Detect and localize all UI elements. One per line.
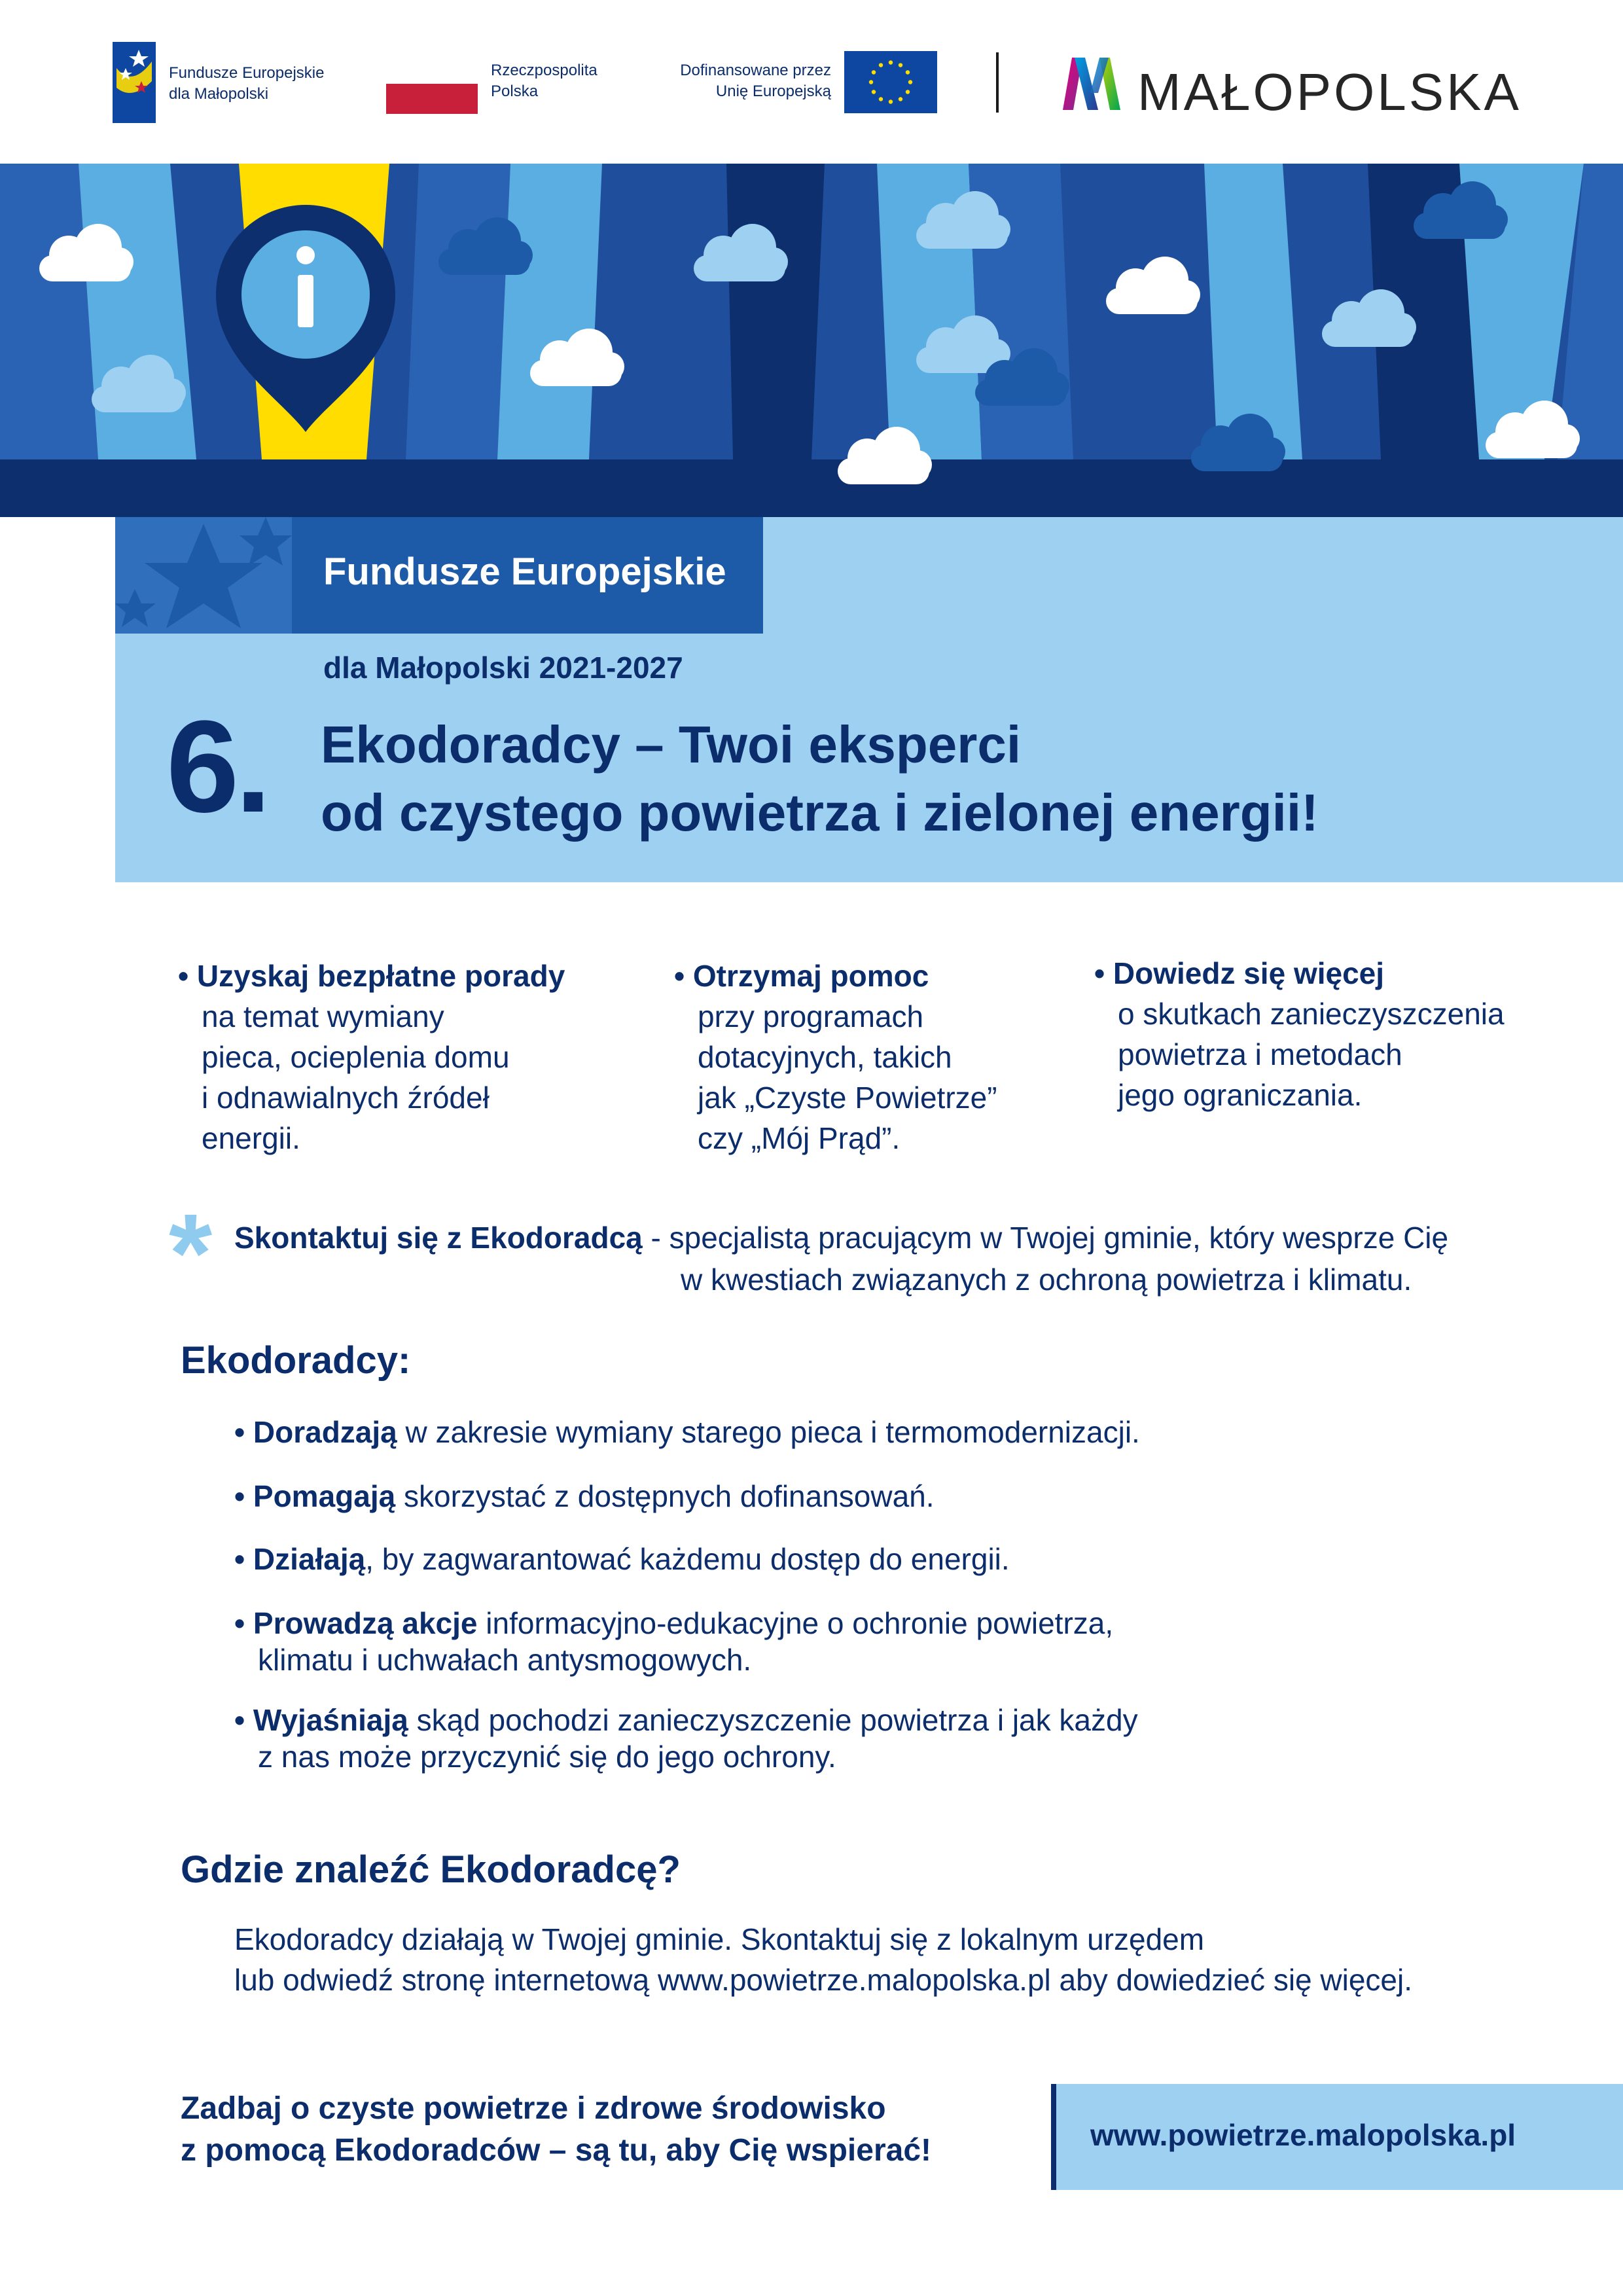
fe-star-logo-icon: [113, 42, 156, 123]
benefit-body: o skutkach zanieczyszczenia powietrza i metodach jego ograniczania.: [1118, 997, 1505, 1112]
benefit-learn: [1094, 953, 1505, 1115]
list-item: • Wyjaśniają skąd pochodzi zanieczyszczenie powietrza i jak każdy z nas może przyczynić się do jego ochrony.: [234, 1703, 1138, 1774]
fe-logo-text: Fundusze Europejskie dla Małopolski: [169, 64, 325, 103]
malopolska-wordmark: MAŁOPOLSKA: [1137, 63, 1522, 121]
list-item: • Doradzają w zakresie wymiany starego pieca i termomodernizacji.: [234, 1415, 1140, 1449]
sky-banner-illustration: [0, 164, 1623, 517]
asterisk-icon: *: [169, 1191, 213, 1316]
benefit-help: [674, 956, 997, 1158]
logo-separator: [996, 52, 999, 113]
benefit-heading: • Uzyskaj bezpłatne porady: [178, 959, 565, 993]
eu-flag-icon: [844, 51, 937, 113]
benefit-heading: • Otrzymaj pomoc: [674, 959, 929, 993]
list-item: • Prowadzą akcje informacyjno-edukacyjne o ochronie powietrza, klimatu i uchwałach antysmogowych.: [234, 1606, 1114, 1677]
where-heading: Gdzie znaleźć Ekodoradcę?: [181, 1848, 681, 1891]
footer-slogan: Zadbaj o czyste powietrze i zdrowe środowisko z pomocą Ekodoradców – są tu, aby Cię wspierać!: [181, 2091, 932, 2168]
benefit-advice: [178, 956, 565, 1158]
section-number: 6.: [166, 694, 268, 840]
logo-bar: [0, 0, 1623, 164]
list-item: • Działają, by zagwarantować każdemu dostęp do energii.: [234, 1542, 1010, 1576]
benefit-body: przy programach dotacyjnych, takich jak „Czyste Powietrze” czy „Mój Prąd”.: [698, 999, 997, 1155]
program-tab: [115, 517, 763, 634]
contact-line-2: w kwestiach związanych z ochroną powietrza i klimatu.: [681, 1263, 1412, 1297]
polish-flag-icon: [386, 62, 478, 114]
program-subtitle: dla Małopolski 2021-2027: [323, 651, 683, 685]
rp-logo-text: Rzeczpospolita Polska: [491, 62, 597, 100]
star-pattern-icon: [115, 517, 292, 634]
benefit-heading: • Dowiedz się więcej: [1094, 956, 1385, 990]
where-text: Ekodoradcy działają w Twojej gminie. Skontaktuj się z lokalnym urzędem lub odwiedź stronę internetową www.powietrze.malopolska.pl aby dowiedzieć się więcej.: [234, 1922, 1413, 1997]
footer-url-box: [1051, 2084, 1623, 2190]
program-tab-label: Fundusze Europejskie: [323, 550, 726, 593]
list-item: • Pomagają skorzystać z dostępnych dofinansowań.: [234, 1479, 935, 1513]
contact-line: Skontaktuj się z Ekodoradcą - specjalistą pracującym w Twojej gminie, który wesprze Cię: [234, 1221, 1449, 1255]
ekodoradcy-heading: Ekodoradcy:: [181, 1339, 411, 1382]
malopolska-m-icon: [1060, 54, 1123, 113]
page-title: Ekodoradcy – Twoi eksperci od czystego powietrza i zielonej energii!: [321, 715, 1319, 842]
footer-url-link[interactable]: www.powietrze.malopolska.pl: [1090, 2118, 1516, 2152]
eu-logo-text: Dofinansowane przez Unię Europejską: [680, 62, 831, 100]
benefit-body: na temat wymiany pieca, ocieplenia domu i odnawialnych źródeł energii.: [202, 999, 510, 1155]
